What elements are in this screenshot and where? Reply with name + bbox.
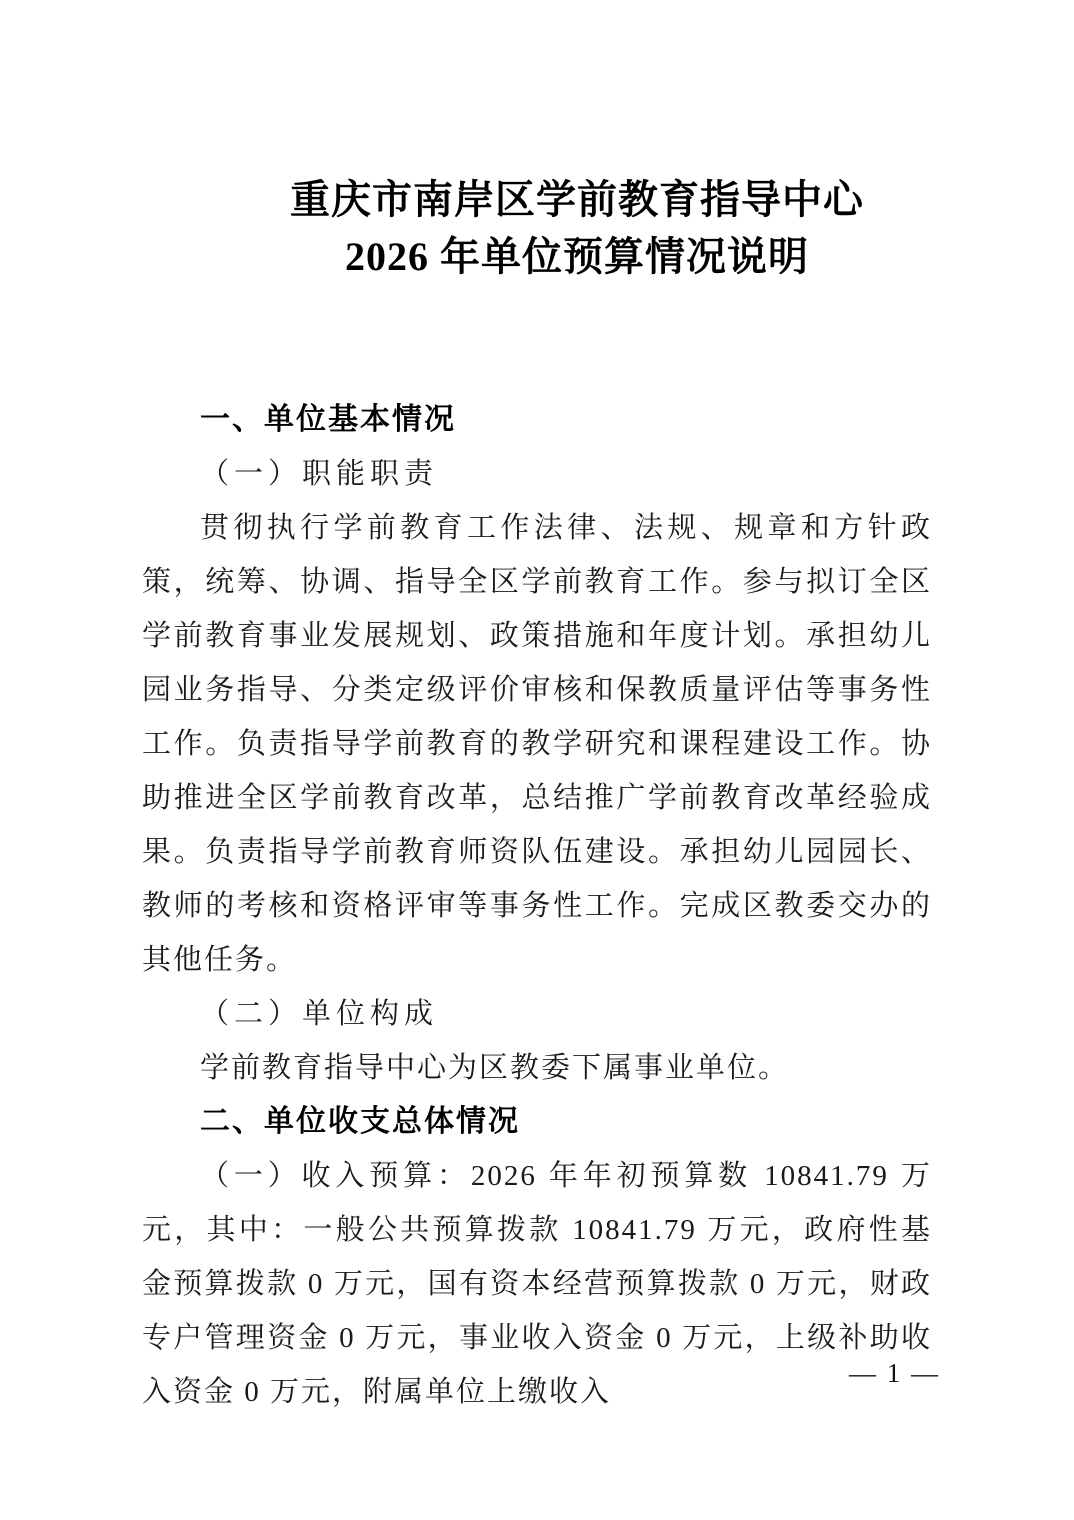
section-2-heading: 二、单位收支总体情况 (200, 1105, 520, 1138)
section-1-paragraph-composition: 学前教育指导中心为区教委下属事业单位。 (200, 1052, 790, 1084)
document-title-line1: 重庆市南岸区学前教育指导中心 (290, 177, 864, 222)
section-2-paragraph-income-budget: （一）收入预算：2026 年年初预算数 10841.79 万元，其中：一般公共预算拨款 10841.79 万元，政府性基金预算拨款 0 万元，国有资本经营预算拨款 0 万元，财政专户管理资金 0 万元，事业收入资金 0 万元，上级补助收入资金 0 万元，附属单位上缴收入 (142, 1160, 932, 1408)
section-1-heading: 一、单位基本情况 (200, 403, 456, 436)
document-body (142, 393, 932, 1419)
section-1-paragraph-duties: 贯彻执行学前教育工作法律、法规、规章和方针政策，统筹、协调、指导全区学前教育工作。参与拟订全区学前教育事业发展规划、政策措施和年度计划。承担幼儿园业务指导、分类定级评价审核和保教质量评估等事务性工作。负责指导学前教育的教学研究和课程建设工作。协助推进全区学前教育改革，总结推广学前教育改革经验成果。负责指导学前教育师资队伍建设。承担幼儿园园长、教师的考核和资格评审等事务性工作。完成区教委交办的其他任务。 (142, 512, 932, 976)
page-number: — 1 — (849, 1358, 940, 1388)
section-1-subheading-duties: （一）职能职责 (200, 458, 439, 490)
document-title-line2: 2026 年单位预算情况说明 (345, 234, 809, 279)
section-1-subheading-composition: （二）单位构成 (200, 998, 439, 1030)
document-title (0, 0, 1074, 285)
